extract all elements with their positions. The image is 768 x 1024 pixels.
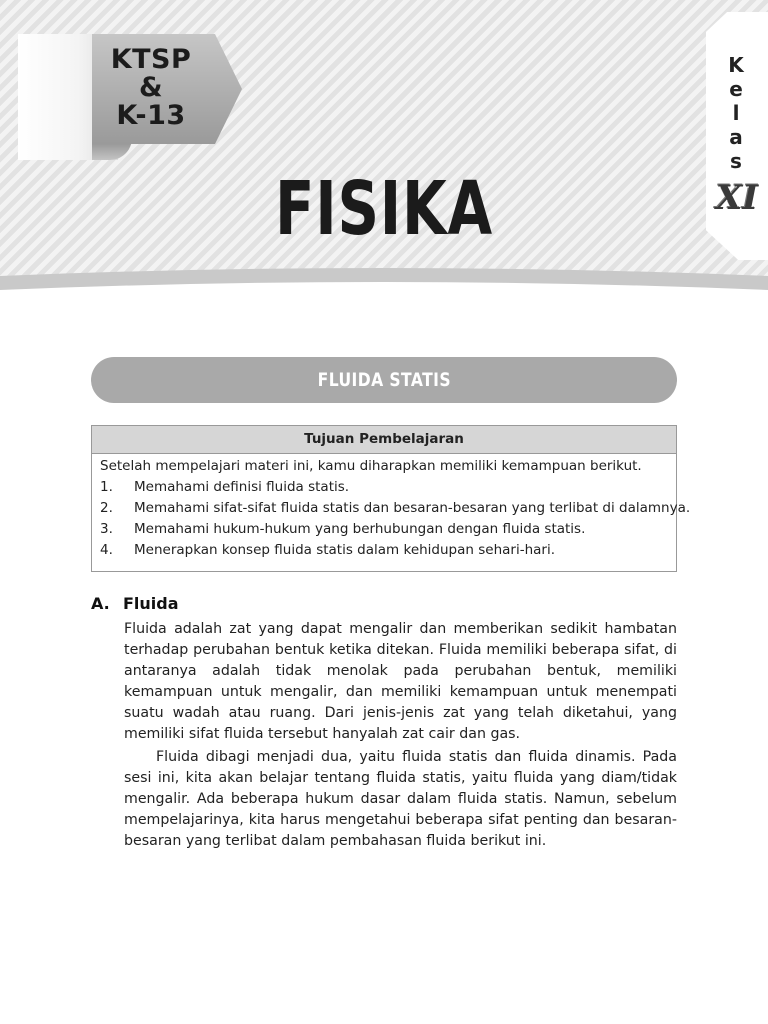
objective-item — [100, 521, 585, 537]
kelas-letter-s: s — [730, 149, 742, 173]
header-wave — [0, 262, 768, 300]
badge-line-k13: K-13 — [116, 100, 186, 131]
objective-number: 2. — [100, 500, 113, 516]
objective-item — [100, 479, 349, 495]
kelas-letter-l: l — [732, 101, 740, 125]
objective-text: Memahami definisi fluida statis. — [134, 479, 350, 495]
objectives-box — [91, 425, 691, 572]
section-heading-text: Fluida — [123, 594, 179, 613]
objective-number: 4. — [100, 542, 113, 558]
objectives-intro: Setelah mempelajari materi ini, kamu diharapkan memiliki kemampuan berikut. — [100, 458, 642, 474]
badge-line-ktsp: KTSP — [110, 44, 192, 75]
objective-text: Menerapkan konsep fluida statis dalam kehidupan sehari-hari. — [134, 542, 556, 558]
page-title: FISIKA — [274, 166, 494, 252]
objective-item — [100, 500, 690, 516]
objective-number: 1. — [100, 479, 113, 495]
objective-text: Memahami sifat-sifat fluida statis dan besaran-besaran yang terlibat di dalamnya. — [134, 500, 691, 516]
section-heading-fluida — [91, 594, 179, 613]
section-heading-letter: A. — [91, 594, 110, 613]
kelas-letter-a: a — [729, 125, 743, 149]
objective-item — [100, 542, 555, 558]
paragraph-fluida-definition: Fluida adalah zat yang dapat mengalir dan memberikan sedikit hambatan terhadap perubahan bentuk ketika ditekan. Fluida memiliki beberapa sifat, di antaranya adalah tidak menolak pada perubahan bentuk, memiliki kemampuan untuk mengalir, dan memiliki kemampuan untuk menempati suatu wadah atau ruang. Dari jenis-jenis zat yang telah diketahui, yang memiliki sifat fluida tersebut hanyalah zat cair dan gas. — [124, 621, 677, 742]
paragraph-fluida-types: Fluida dibagi menjadi dua, yaitu fluida statis dan fluida dinamis. Pada sesi ini, kita akan belajar tentang fluida statis, yaitu fluida yang diam/tidak mengalir. Ada beberapa hukum dasar dalam fluida statis. Namun, sebelum mempelajarinya, kita harus mengetahui beberapa sifat penting dan besaran-besaran yang terlibat dalam pembahasan fluida berikut ini. — [124, 749, 677, 849]
objective-number: 3. — [100, 521, 113, 537]
section-banner-text: FLUIDA STATIS — [317, 369, 451, 391]
kelas-letter-e: e — [729, 77, 743, 101]
objective-text: Memahami hukum-hukum yang berhubungan dengan fluida statis. — [134, 521, 586, 537]
badge-line-ampersand: & — [138, 72, 164, 103]
kelas-letter-k: K — [728, 53, 744, 77]
grade-label: XI — [715, 178, 759, 218]
section-banner — [91, 357, 677, 403]
objectives-heading: Tujuan Pembelajaran — [92, 426, 676, 454]
